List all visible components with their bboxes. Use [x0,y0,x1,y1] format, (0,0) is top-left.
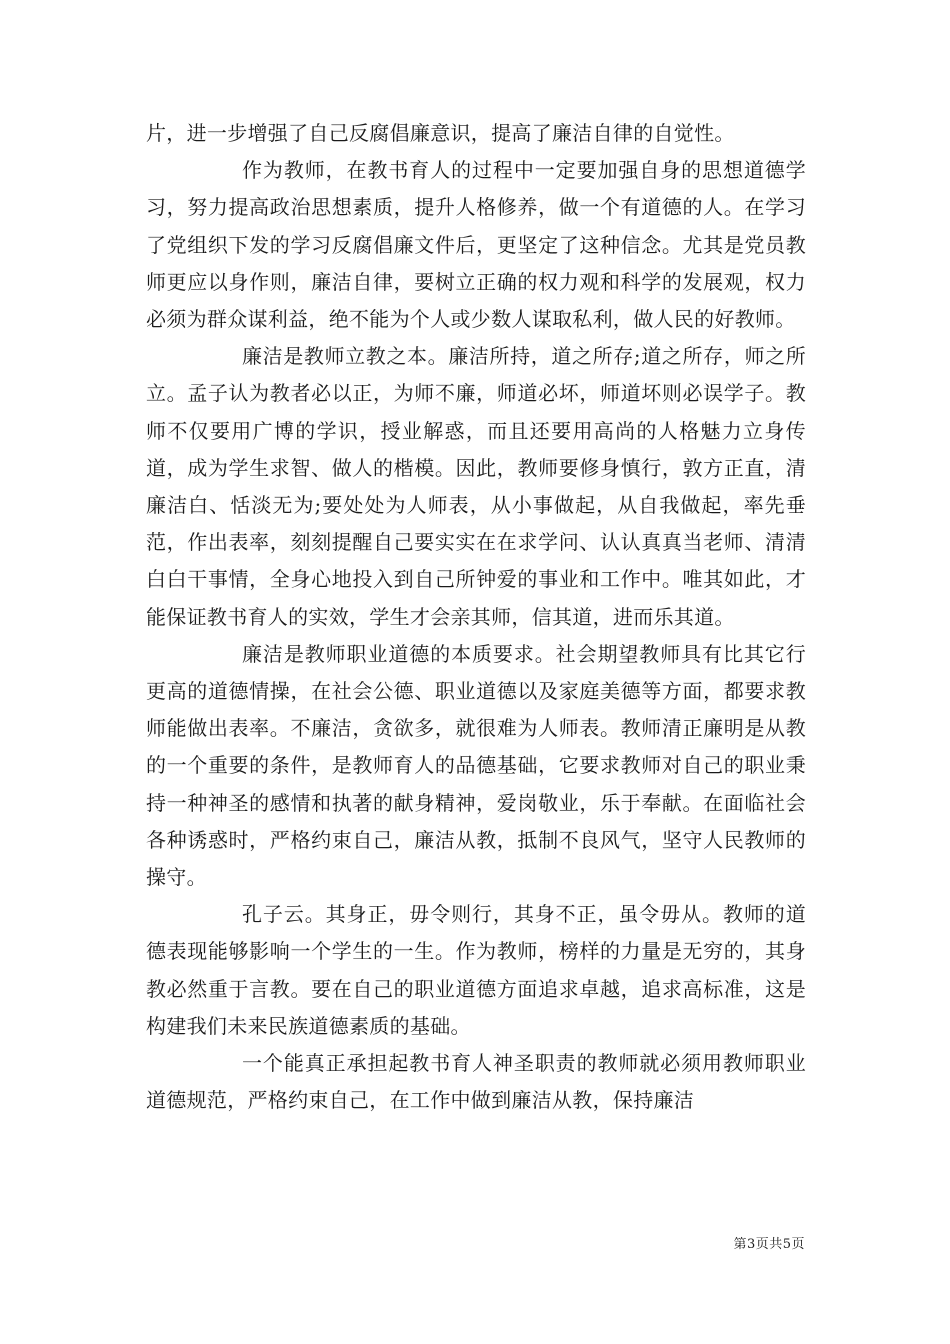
paragraph: 孔子云。其身正，毋令则行，其身不正，虽令毋从。教师的道德表现能够影响一个学生的一生。作为教师，榜样的力量是无穷的，其身教必然重于言教。要在自己的职业道德方面追求卓越，追求高标准，这是构建我们未来民族道德素质的基础。 [146,902,806,1038]
paragraph-continuation: 片，进一步增强了自己反腐倡廉意识，提高了廉洁自律的自觉性。 [146,121,735,145]
paragraph: 廉洁是教师立教之本。廉洁所持，道之所存;道之所存，师之所立。孟子认为教者必以正，为师不廉，师道必坏，师道坏则必误学子。教师不仅要用广博的学识，授业解惑，而且还要用高尚的人格魅力立身传道，成为学生求智、做人的楷模。因此，教师要修身慎行，敦方正直，清廉洁白、恬淡无为;要处处为人师表，从小事做起，从自我做起，率先垂范，作出表率，刻刻提醒自己要实实在在求学问、认认真真当老师、清清白白干事情，全身心地投入到自己所钟爱的事业和工作中。唯其如此，才能保证教书育人的实效，学生才会亲其师，信其道，进而乐其道。 [146,344,806,629]
paragraph: 廉洁是教师职业道德的本质要求。社会期望教师具有比其它行更高的道德情操，在社会公德、职业道德以及家庭美德等方面，都要求教师能做出表率。不廉洁，贪欲多，就很难为人师表。教师清正廉明是从教的一个重要的条件，是教师育人的品德基础，它要求教师对自己的职业秉持一种神圣的感情和执著的献身精神，爱岗敬业，乐于奉献。在面临社会各种诱惑时，严格约束自己，廉洁从教，抵制不良风气，坚守人民教师的操守。 [146,641,806,890]
document-body [146,115,806,1119]
paragraph: 作为教师，在教书育人的过程中一定要加强自身的思想道德学习，努力提高政治思想素质，提升人格修养，做一个有道德的人。在学习了党组织下发的学习反腐倡廉文件后，更坚定了这种信念。尤其是党员教师更应以身作则，廉洁自律，要树立正确的权力观和科学的发展观，权力必须为群众谋利益，绝不能为个人或少数人谋取私利，做人民的好教师。 [146,158,806,332]
paragraph: 一个能真正承担起教书育人神圣职责的教师就必须用教师职业道德规范，严格约束自己，在工作中做到廉洁从教，保持廉洁 [146,1051,806,1113]
page-number-footer: 第3页共5页 [733,1237,805,1252]
